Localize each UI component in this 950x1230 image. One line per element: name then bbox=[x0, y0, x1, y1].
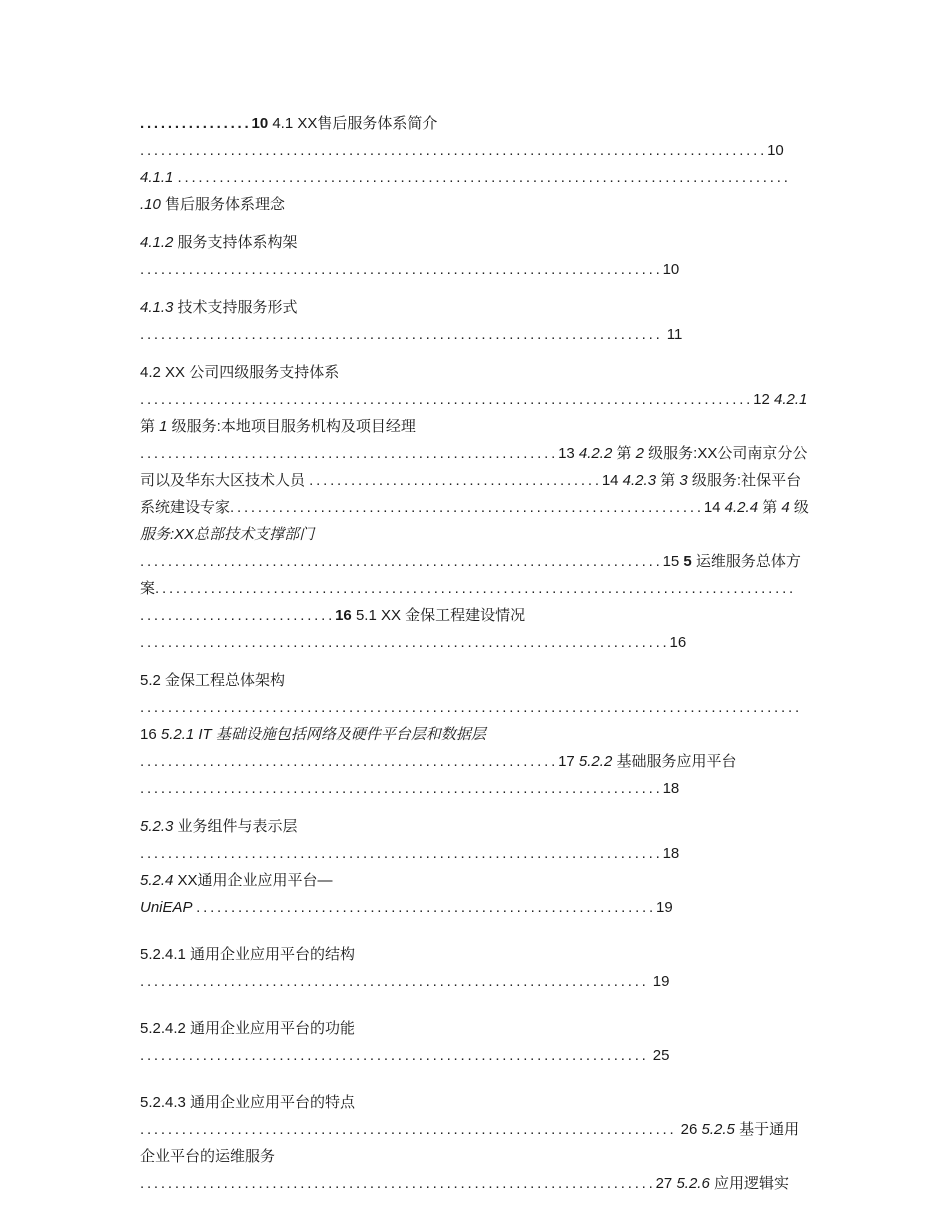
toc-line bbox=[140, 386, 820, 413]
toc-line bbox=[140, 894, 820, 921]
toc-text: XX通用企业应用平台— bbox=[177, 872, 333, 889]
toc-line bbox=[140, 748, 820, 775]
toc-text: 4.2.2 bbox=[578, 445, 613, 462]
toc-text: 第 bbox=[612, 445, 636, 462]
toc-line bbox=[140, 494, 820, 521]
toc-paragraph bbox=[140, 229, 820, 283]
toc-text: 5.2.5 bbox=[701, 1121, 735, 1138]
toc-line bbox=[140, 467, 820, 494]
toc-line bbox=[140, 968, 820, 995]
toc-line bbox=[140, 321, 820, 348]
toc-line bbox=[140, 775, 820, 802]
toc-text: 27 bbox=[655, 1175, 677, 1192]
toc-line bbox=[140, 110, 820, 137]
toc-text: 4.1 XX售后服务体系简介 bbox=[268, 115, 438, 132]
dot-leader: ........................................................................... bbox=[140, 326, 663, 343]
toc-text: 13 bbox=[558, 445, 579, 462]
toc-text: 5.2.4.1 通用企业应用平台的结构 bbox=[140, 946, 356, 963]
toc-text: 基于通用 bbox=[734, 1121, 800, 1138]
toc-text: 5.2 金保工程总体架构 bbox=[140, 672, 286, 689]
toc-text: 3 bbox=[679, 472, 688, 489]
toc-text: 17 bbox=[558, 753, 579, 770]
toc-text: 应用逻辑实 bbox=[709, 1175, 789, 1192]
toc-text: 26 bbox=[676, 1121, 702, 1138]
toc-line bbox=[140, 602, 820, 629]
toc-text: 18 bbox=[662, 845, 680, 862]
toc-text: 5.2.4 bbox=[140, 872, 178, 889]
dot-leader: ........................................................................... bbox=[140, 553, 663, 570]
dot-leader: ............................................................ bbox=[140, 445, 559, 462]
dot-leader: ............................................................ bbox=[140, 753, 559, 770]
dot-leader: ................ bbox=[140, 115, 252, 132]
dot-leader: ........................................................................... bbox=[140, 845, 663, 862]
toc-content bbox=[140, 110, 820, 1197]
dot-leader: ............................................................................ bbox=[140, 634, 670, 651]
toc-text: 运维服务总体方 bbox=[691, 553, 801, 570]
dot-leader: .................................................................. bbox=[196, 899, 656, 916]
dot-leader: ............................................................................................ bbox=[155, 580, 797, 597]
toc-text: 11 bbox=[662, 326, 683, 343]
toc-text: 16 bbox=[140, 726, 161, 743]
toc-line bbox=[140, 941, 820, 968]
toc-line bbox=[140, 521, 820, 548]
dot-leader: ......................................................................... bbox=[140, 973, 649, 990]
toc-line bbox=[140, 1170, 820, 1197]
toc-line bbox=[140, 229, 820, 256]
toc-text: 基础服务应用平台 bbox=[612, 753, 737, 770]
dot-leader: .................................................................... bbox=[230, 499, 704, 516]
toc-paragraph bbox=[140, 294, 820, 348]
toc-text: 业务组件与表示层 bbox=[177, 818, 298, 835]
dot-leader: ........................................................................... bbox=[140, 780, 663, 797]
toc-line bbox=[140, 191, 820, 218]
dot-leader: ............................ bbox=[140, 607, 336, 624]
toc-line bbox=[140, 1042, 820, 1069]
dot-leader: ........................................................................... bbox=[140, 261, 663, 278]
toc-text: 5.2.4.3 通用企业应用平台的特点 bbox=[140, 1094, 356, 1111]
toc-text: 16 bbox=[335, 607, 352, 624]
toc-text: 10 bbox=[662, 261, 680, 278]
toc-text: 1 bbox=[159, 418, 168, 435]
toc-text: 25 bbox=[648, 1047, 670, 1064]
toc-paragraph bbox=[140, 1089, 820, 1197]
toc-text: 5.1 XX 金保工程建设情况 bbox=[351, 607, 526, 624]
toc-line bbox=[140, 667, 820, 694]
toc-text: 10 bbox=[767, 142, 784, 159]
toc-text: 19 bbox=[648, 973, 670, 990]
toc-text: 4.1.1 bbox=[140, 169, 178, 186]
toc-line bbox=[140, 137, 820, 164]
dot-leader: .......................................................................... bbox=[140, 1175, 656, 1192]
toc-line bbox=[140, 1089, 820, 1116]
toc-line bbox=[140, 440, 820, 467]
toc-text: 4.2 XX 公司四级服务支持体系 bbox=[140, 364, 340, 381]
toc-text: 18 bbox=[662, 780, 680, 797]
toc-paragraph bbox=[140, 667, 820, 802]
dot-leader: ............................................................................. bbox=[140, 1121, 677, 1138]
toc-text: 案 bbox=[140, 580, 156, 597]
toc-text: 5.2.1 IT 基础设施包括网络及硬件平台层和数据层 bbox=[160, 726, 486, 743]
toc-text: 系统建设专家 bbox=[140, 499, 231, 516]
toc-text: 技术支持服务形式 bbox=[177, 299, 298, 316]
dot-leader: ............................................................................................... bbox=[140, 699, 802, 716]
toc-text: 2 bbox=[635, 445, 644, 462]
toc-text: 级服务:XX公司南京分公 bbox=[643, 445, 808, 462]
toc-line bbox=[140, 840, 820, 867]
toc-text: 4.2.3 bbox=[622, 472, 657, 489]
dot-leader: ........................................................................................ bbox=[140, 391, 754, 408]
toc-text: 企业平台的运维服务 bbox=[140, 1148, 276, 1165]
toc-line bbox=[140, 721, 820, 748]
toc-line bbox=[140, 413, 820, 440]
toc-text: 12 bbox=[753, 391, 774, 408]
dot-leader: .......................................... bbox=[309, 472, 602, 489]
toc-text: 5 bbox=[683, 553, 692, 570]
toc-text: 14 bbox=[703, 499, 725, 516]
toc-text: 第 bbox=[758, 499, 782, 516]
toc-text: 级服务:本地项目服务机构及项目经理 bbox=[167, 418, 416, 435]
toc-text: 19 bbox=[656, 899, 673, 916]
toc-text: 14 bbox=[601, 472, 623, 489]
toc-line bbox=[140, 813, 820, 840]
toc-paragraph bbox=[140, 1015, 820, 1069]
toc-paragraph bbox=[140, 110, 820, 218]
toc-line bbox=[140, 294, 820, 321]
dot-leader: ........................................................................................ bbox=[177, 169, 791, 186]
toc-text: UniEAP bbox=[140, 899, 197, 916]
toc-text: 第 bbox=[140, 418, 160, 435]
toc-text: 10 bbox=[251, 115, 269, 132]
toc-line bbox=[140, 359, 820, 386]
toc-line bbox=[140, 164, 820, 191]
toc-text: 4.1.3 bbox=[140, 299, 178, 316]
toc-paragraph bbox=[140, 359, 820, 656]
toc-text: 5.2.3 bbox=[140, 818, 178, 835]
toc-paragraph bbox=[140, 813, 820, 921]
toc-line bbox=[140, 575, 820, 602]
toc-text: 级服务:社保平台 bbox=[687, 472, 802, 489]
toc-text: 司以及华东大区技术人员 bbox=[140, 472, 310, 489]
toc-text: 服务支持体系构架 bbox=[177, 234, 298, 251]
toc-text: 16 bbox=[669, 634, 687, 651]
toc-text: 售后服务体系理念 bbox=[165, 196, 286, 213]
toc-text: .10 bbox=[140, 196, 166, 213]
dot-leader: ......................................................................... bbox=[140, 1047, 649, 1064]
toc-line bbox=[140, 867, 820, 894]
toc-line bbox=[140, 1015, 820, 1042]
dot-leader: .......................................................................................... bbox=[140, 142, 768, 159]
toc-text: 4.2.4 bbox=[724, 499, 759, 516]
toc-text: 4.2.1 bbox=[774, 391, 808, 408]
toc-text: 4 bbox=[781, 499, 790, 516]
toc-line bbox=[140, 256, 820, 283]
toc-line bbox=[140, 1143, 820, 1170]
toc-line bbox=[140, 1116, 820, 1143]
toc-line bbox=[140, 694, 820, 721]
toc-text: 5.2.2 bbox=[578, 753, 613, 770]
toc-text: 5.2.4.2 通用企业应用平台的功能 bbox=[140, 1020, 356, 1037]
toc-paragraph bbox=[140, 941, 820, 995]
toc-text: 级 bbox=[789, 499, 809, 516]
toc-text: 第 bbox=[656, 472, 680, 489]
toc-line bbox=[140, 548, 820, 575]
toc-text: 服务:XX总部技术支撑部门 bbox=[140, 526, 315, 543]
toc-text: 5.2.6 bbox=[676, 1175, 710, 1192]
toc-text: 4.1.2 bbox=[140, 234, 178, 251]
toc-line bbox=[140, 629, 820, 656]
toc-text: 15 bbox=[662, 553, 684, 570]
